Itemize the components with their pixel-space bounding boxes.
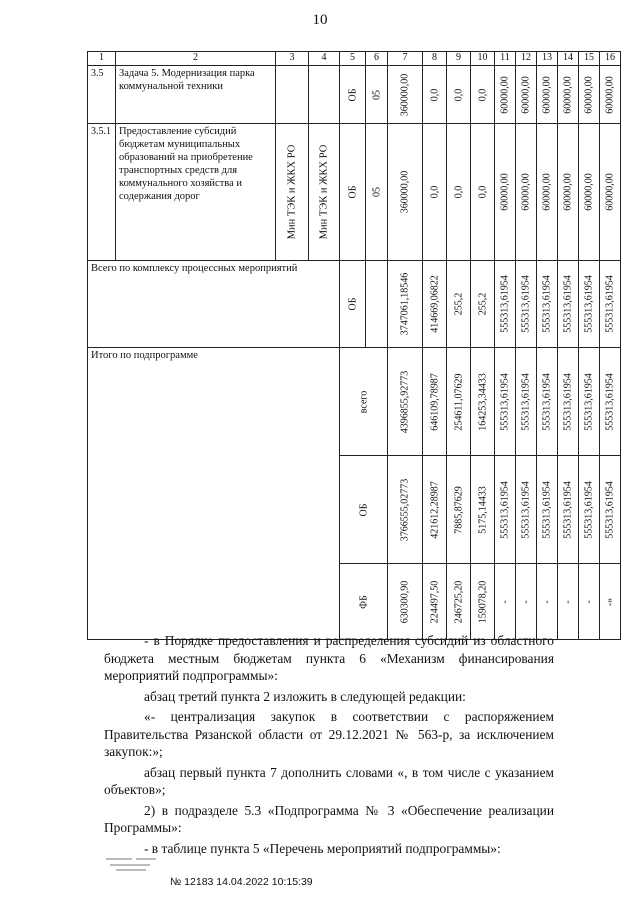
table-row-total-complex: [88, 261, 621, 348]
table-row-3-5-1: [88, 124, 621, 261]
value-cell: 555313,61954: [562, 480, 574, 539]
value-cell: 254611,07629: [453, 372, 464, 431]
value-cell: 60000,00: [499, 75, 511, 114]
value-cell: 224497,50: [429, 580, 440, 623]
value-cell: 164253,34433: [477, 372, 488, 431]
value-cell: 555313,61954: [499, 480, 511, 539]
value-cell: 555313,61954: [541, 480, 553, 539]
col-header: 10: [471, 52, 495, 66]
value-cell: 60000,00: [541, 173, 553, 211]
table-row-3-5: [88, 66, 621, 124]
value-cell: 555313,61954: [541, 275, 553, 333]
value-cell: 0,0: [429, 185, 440, 199]
col-header: 15: [579, 52, 600, 66]
registration-stamp: № 12183 14.04.2022 10:15:39: [170, 876, 313, 888]
value-cell: 60000,00: [562, 173, 574, 211]
value-cell: -»: [604, 597, 616, 606]
funding-source: ОБ: [358, 503, 369, 516]
paragraph: - в Порядке предоставления и распределения субсидий из областного бюджета местным бюджетам пункта 6 «Механизм финансирования мероприятий подпрограммы»:: [104, 633, 554, 683]
table-header-row: [88, 52, 621, 66]
col-header: 6: [366, 52, 388, 66]
value-cell: 5175,14433: [477, 485, 488, 534]
value-cell: -: [541, 599, 553, 604]
col-header: 4: [309, 52, 340, 66]
value-cell: 60000,00: [562, 75, 574, 114]
value-cell: 255,2: [453, 292, 464, 316]
value-cell: 555313,61954: [604, 372, 616, 431]
value-cell: 555313,61954: [520, 480, 532, 539]
value-cell: 0,0: [477, 185, 488, 199]
col-header: 5: [340, 52, 366, 66]
value-cell: 555313,61954: [562, 372, 574, 431]
col-header: 3: [276, 52, 309, 66]
paragraph: - в таблице пункта 5 «Перечень мероприятий подпрограммы»:: [144, 840, 501, 856]
value-cell: 60000,00: [520, 75, 532, 114]
value-cell: 414669,06822: [429, 275, 440, 333]
col-header: 9: [447, 52, 471, 66]
value-cell: 60000,00: [583, 173, 595, 211]
faded-stamp: [106, 856, 160, 872]
row-title: Всего по комплексу процессных мероприятий: [88, 261, 340, 348]
col-header: 11: [495, 52, 516, 66]
value-cell: 630300,90: [399, 580, 411, 623]
value-cell: 555313,61954: [562, 275, 574, 333]
row-title: Задача 5. Модернизация парка коммунальной техники: [116, 66, 276, 124]
row-number: 3.5: [88, 66, 116, 124]
value-cell: 360000,00: [399, 73, 411, 116]
paragraph: абзац третий пункта 2 изложить в следующей редакции:: [144, 688, 466, 704]
col-header: 12: [516, 52, 537, 66]
col-header: 14: [558, 52, 579, 66]
value-cell: 3747061,18546: [399, 272, 411, 336]
col-header: 2: [116, 52, 276, 66]
body-text: [104, 632, 554, 857]
value-cell: 555313,61954: [604, 480, 616, 539]
paragraph: 2) в подразделе 5.3 «Подпрограмма № 3 «Обеспечение реализации Программы»:: [104, 802, 554, 835]
value-cell: 555313,61954: [520, 275, 532, 333]
value-cell: 60000,00: [604, 75, 616, 114]
value-cell: 421612,28987: [429, 480, 440, 539]
value-cell: 3766555,02773: [399, 478, 411, 541]
value-cell: 60000,00: [520, 173, 532, 211]
value-cell: 255,2: [477, 292, 488, 316]
value-cell: 0,0: [429, 88, 440, 101]
col-header: 8: [423, 52, 447, 66]
funding-source: ОБ: [347, 185, 358, 199]
value-cell: 0,0: [477, 88, 488, 101]
value-cell: 555313,61954: [541, 372, 553, 431]
col-header: 16: [600, 52, 621, 66]
value-cell: 555313,61954: [583, 275, 595, 333]
value-cell: 555313,61954: [499, 275, 511, 333]
funding-source: ОБ: [347, 88, 358, 101]
col-header: 7: [388, 52, 423, 66]
paragraph: абзац первый пункта 7 дополнить словами «, в том числе с указанием объектов»;: [104, 764, 554, 797]
value-cell: 4396855,92773: [399, 370, 411, 433]
value-cell: 0,0: [453, 185, 464, 199]
value-cell: -: [583, 599, 595, 604]
value-cell: 60000,00: [583, 75, 595, 114]
value-cell: -: [562, 599, 574, 604]
value-cell: -: [520, 599, 532, 604]
value-cell: 555313,61954: [499, 372, 511, 431]
value-cell: 246725,20: [453, 580, 464, 623]
row-title: Итого по подпрограмме: [88, 348, 340, 640]
value-cell: 360000,00: [399, 170, 411, 214]
value-cell: 60000,00: [541, 75, 553, 114]
value-cell: 555313,61954: [520, 372, 532, 431]
page-number: 10: [312, 12, 328, 28]
value-cell: 0,0: [453, 88, 464, 101]
value-cell: 555313,61954: [604, 275, 616, 333]
value-cell: 646109,78987: [429, 372, 440, 431]
table-row-total-sub-all: [88, 348, 621, 456]
funding-source: ФБ: [358, 594, 369, 609]
row-number: 3.5.1: [88, 124, 116, 261]
co-executor: Мин ТЭК и ЖКХ РО: [318, 144, 330, 240]
value-cell: 60000,00: [499, 173, 511, 211]
executor: Мин ТЭК и ЖКХ РО: [286, 144, 298, 240]
paragraph: «- централизация закупок в соответствии с распоряжением Правительства Рязанской области от 29.12.2021 № 563-р, за исключением закупок:»;: [104, 709, 554, 759]
value-cell: 60000,00: [604, 173, 616, 211]
value-cell: 159078,20: [477, 580, 488, 623]
measures-table: [87, 51, 621, 640]
row-title: Предоставление субсидий бюджетам муниципальных образований на приобретение транспортных средств для коммунального хозяйства и содержания дорог: [116, 124, 276, 261]
funding-source: всего: [358, 390, 369, 413]
col-header: 13: [537, 52, 558, 66]
value-cell: 555313,61954: [583, 480, 595, 539]
code: 05: [371, 89, 382, 100]
value-cell: 555313,61954: [583, 372, 595, 431]
code: 05: [371, 187, 382, 197]
funding-source: ОБ: [347, 297, 358, 311]
value-cell: -: [499, 599, 511, 604]
col-header: 1: [88, 52, 116, 66]
value-cell: 7885,87629: [453, 485, 464, 534]
